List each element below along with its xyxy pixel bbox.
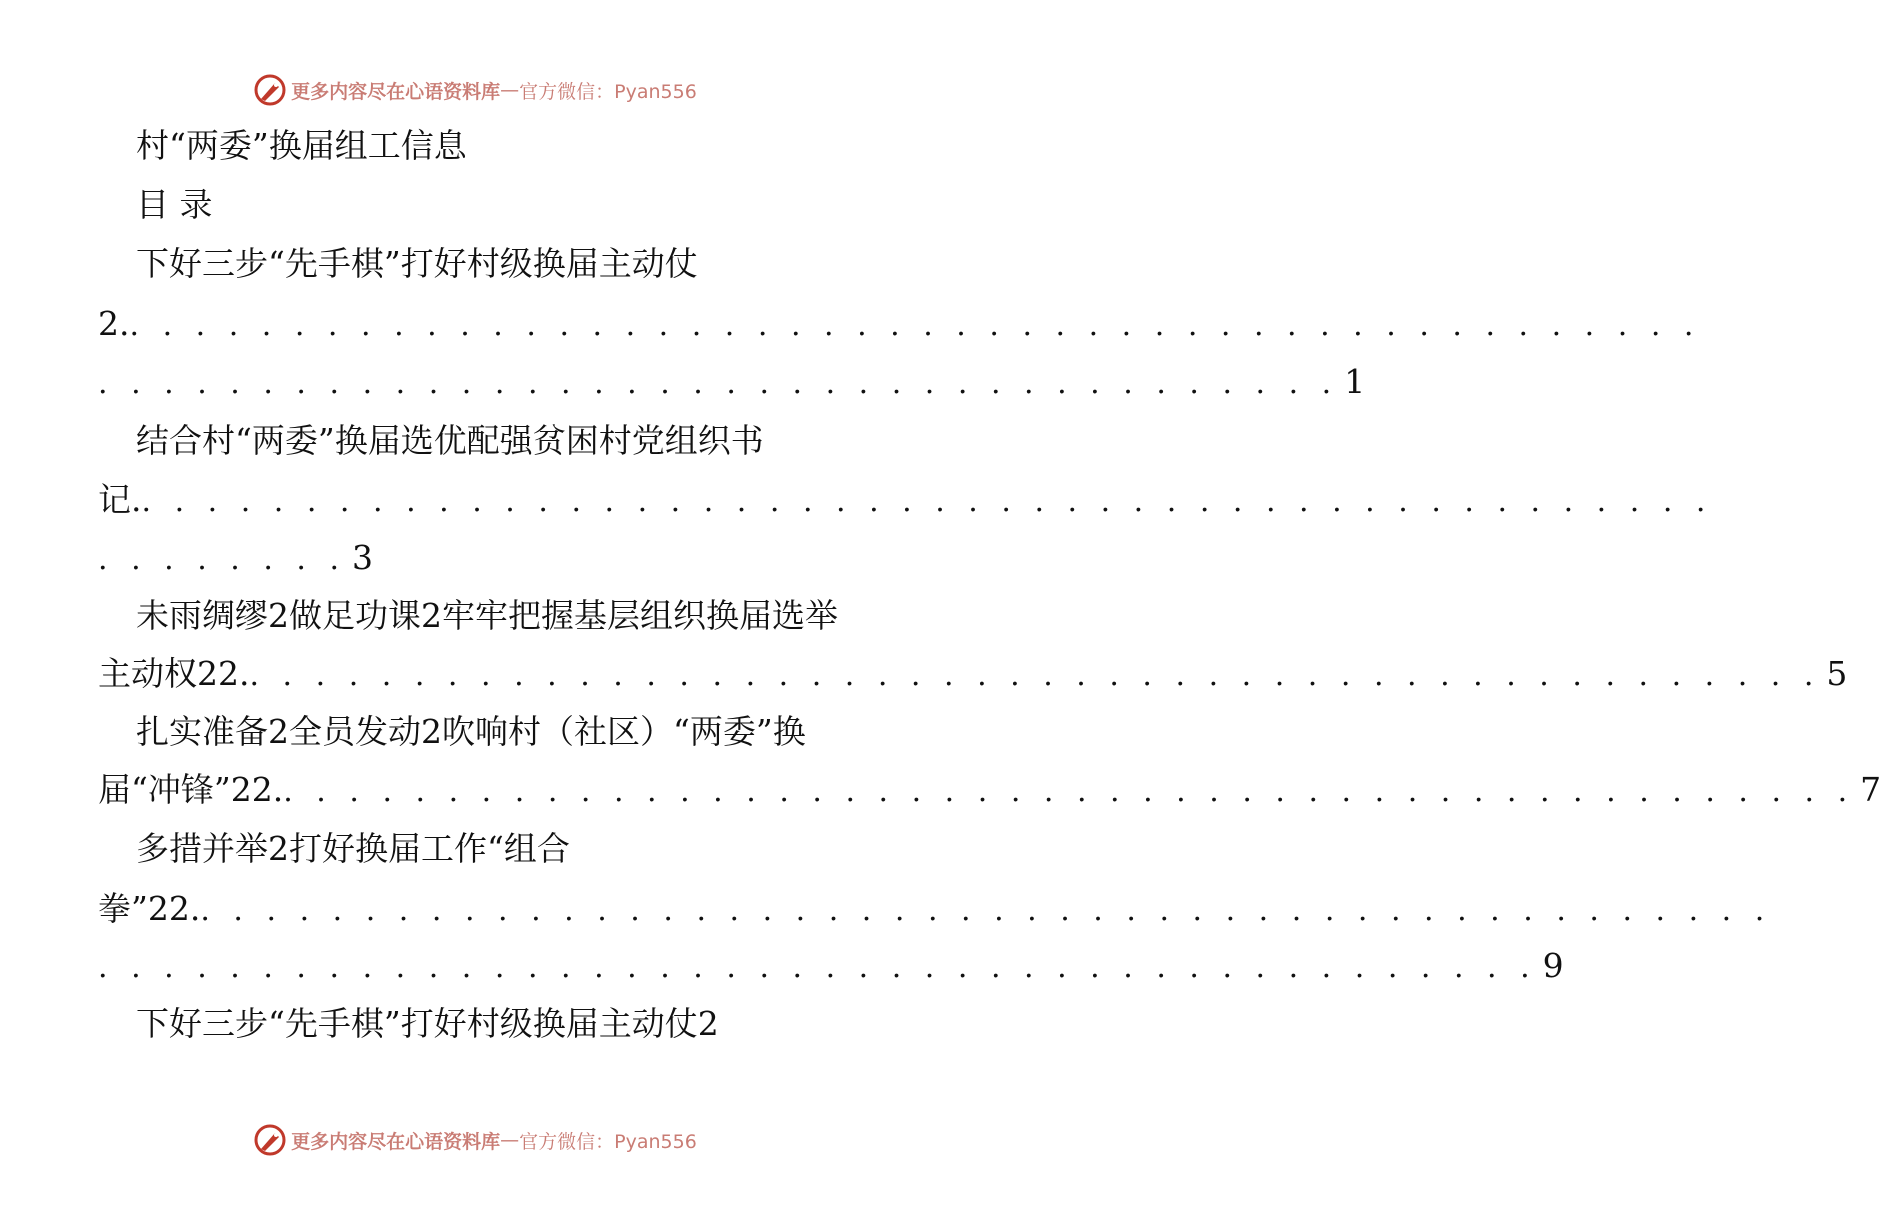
toc-leader-dots: . . . . . . . . . . . . . . . . . . . . . . . . . . . . . . . . . . . . . . [98, 366, 1339, 401]
toc-entry-5-page: 9 [1542, 946, 1564, 985]
header-watermark [0, 70, 950, 110]
watermark-text: 更多内容尽在心语资料库 [291, 1130, 501, 1153]
toc-leader-dots: . . . . . . . . [98, 542, 347, 577]
toc-entry-5-line3[interactable] [98, 946, 1564, 988]
toc-entry-5-line2[interactable] [98, 889, 1772, 931]
toc-entry-1-line2[interactable] [98, 304, 1701, 346]
watermark-contact: 官方微信：Pyan556 [519, 1130, 697, 1153]
toc-entry-3-text: 主动权22. [98, 654, 250, 693]
watermark-separator: — [500, 79, 520, 101]
toc-entry-4-line2[interactable] [98, 770, 1881, 812]
toc-entry-2-line3[interactable] [98, 538, 374, 580]
toc-entry-1-line3[interactable] [98, 362, 1366, 404]
toc-leader-dots: . . . . . . . . . . . . . . . . . . . . . . . . . . . . . . . . . . . . . . . . . . . . [98, 950, 1537, 985]
toc-leader-dots: . . . . . . . . . . . . . . . . . . . . . . . . . . . . . . . . . . . . . . . . . . . . . . . . [129, 308, 1701, 343]
watermark-contact: 官方微信：Pyan556 [519, 80, 697, 103]
toc-entry-3-line2[interactable] [98, 654, 1848, 696]
pen-nib-logo-icon [253, 73, 287, 107]
toc-leader-dots: . . . . . . . . . . . . . . . . . . . . . . . . . . . . . . . . . . . . . . . . . . . . . . . . [141, 484, 1713, 519]
toc-entry-2-line2[interactable] [98, 480, 1713, 522]
toc-entry-4-line1[interactable]: 扎实准备2全员发动2吹响村（社区）“两委”换 [136, 712, 806, 751]
toc-entry-1-line1[interactable]: 下好三步“先手棋”打好村级换届主动仗 [136, 244, 698, 283]
toc-entry-4-text: 届“冲锋”22. [98, 770, 284, 809]
toc-entry-4-page: 7 [1860, 770, 1881, 809]
toc-entry-2-text: 记. [98, 480, 142, 519]
pen-nib-logo-icon [253, 1123, 287, 1157]
toc-entry-2-line1[interactable]: 结合村“两委”换届选优配强贫困村党组织书 [136, 421, 764, 460]
footer-watermark [0, 1120, 950, 1160]
watermark-separator: — [500, 1129, 520, 1151]
watermark-text: 更多内容尽在心语资料库 [291, 80, 501, 103]
toc-entry-5-line1[interactable]: 多措并举2打好换届工作“组合 [136, 829, 570, 868]
section-heading: 下好三步“先手棋”打好村级换届主动仗2 [136, 1004, 719, 1043]
toc-entry-3-line1[interactable]: 未雨绸缪2做足功课2牢牢把握基层组织换届选举 [136, 596, 838, 635]
toc-heading: 目 录 [136, 185, 213, 224]
toc-leader-dots: . . . . . . . . . . . . . . . . . . . . . . . . . . . . . . . . . . . . . . . . . . . . . . . . [200, 893, 1772, 928]
toc-entry-1-page: 1 [1344, 362, 1366, 401]
toc-leader-dots: . . . . . . . . . . . . . . . . . . . . . . . . . . . . . . . . . . . . . . . . . . . . . . . . [249, 658, 1821, 693]
toc-leader-dots: . . . . . . . . . . . . . . . . . . . . . . . . . . . . . . . . . . . . . . . . . . . . . . . . [283, 774, 1855, 809]
toc-entry-3-page: 5 [1826, 654, 1848, 693]
document-title: 村“两委”换届组工信息 [136, 126, 467, 165]
toc-entry-5-text: 拳”22. [98, 889, 201, 928]
toc-entry-2-page: 3 [352, 538, 374, 577]
toc-entry-1-text: 2. [98, 304, 130, 343]
